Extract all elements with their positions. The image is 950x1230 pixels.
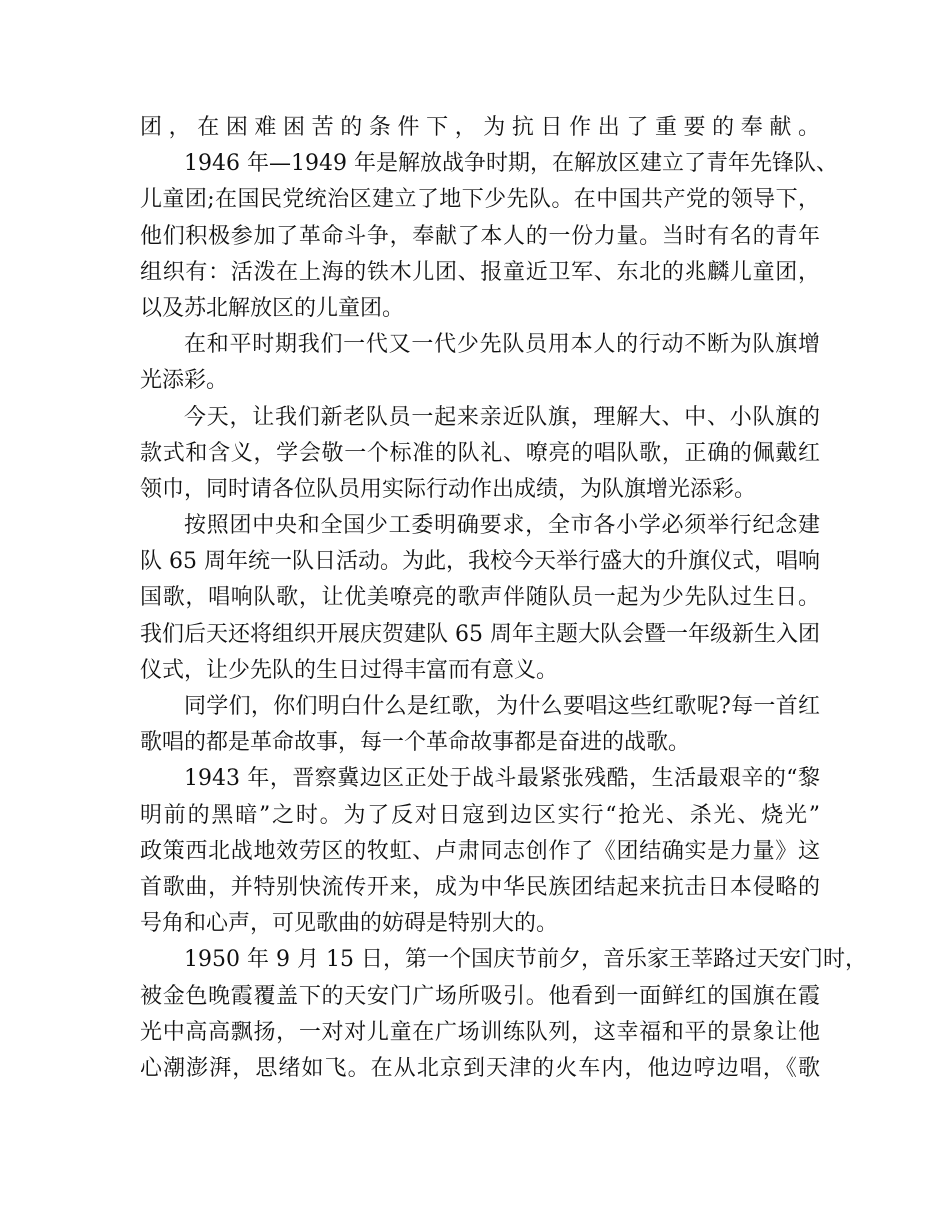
text-line: 被金色晚霞覆盖下的天安门广场所吸引。他看到一面鲜红的国旗在霞	[140, 983, 820, 1009]
text-line: 组织有：活泼在上海的铁木儿团、报童近卫军、东北的兆麟儿童团，	[140, 259, 820, 285]
text-line: 政策西北战地效劳区的牧虹、卢肃同志创作了《团结确实是力量》这	[140, 838, 820, 864]
paragraph-end-line: 歌唱的都是革命故事，每一个革命故事都是奋进的战歌。	[140, 730, 691, 756]
paragraph-end-line: 号角和心声，可见歌曲的妨碍是特别大的。	[140, 911, 559, 937]
text-line: 明前的黑暗”之时。为了反对日寇到边区实行“抢光、杀光、烧光”	[140, 802, 820, 828]
paragraph-start-line: 1946 年—1949 年是解放战争时期，在解放区建立了青年先锋队、	[184, 151, 838, 177]
text-line: 儿童团;在国民党统治区建立了地下少先队。在中国共产党的领导下，	[140, 187, 820, 213]
document-body	[140, 110, 867, 1087]
paragraph-start-line: 按照团中央和全国少工委明确要求，全市各小学必须举行纪念建	[184, 513, 820, 539]
paragraph-end-line: 仪式，让少先队的生日过得丰富而有意义。	[140, 657, 559, 683]
paragraph-start-line: 同学们，你们明白什么是红歌，为什么要唱这些红歌呢?每一首红	[184, 694, 820, 719]
paragraph-start-line: 今天，让我们新老队员一起来亲近队旗，理解大、中、小队旗的	[184, 404, 820, 430]
paragraph-start-line: 1950 年 9 月 15 日，第一个国庆节前夕，音乐家王莘路过天安门时，	[184, 947, 867, 973]
text-line: 国歌，唱响队歌，让优美嘹亮的歌声伴随队员一起为少先队过生日。	[140, 585, 820, 611]
paragraph-end-line: 光添彩。	[140, 368, 229, 394]
text-line: 他们积极参加了革命斗争，奉献了本人的一份力量。当时有名的青年	[140, 223, 820, 249]
text-line: 团，在困难困苦的条件下，为抗日作出了重要的奉献。	[140, 115, 820, 140]
paragraph-start-line: 在和平时期我们一代又一代少先队员用本人的行动不断为队旗增	[184, 332, 820, 358]
paragraph-start-line: 1943 年，晋察冀边区正处于战斗最紧张残酷，生活最艰辛的“黎	[184, 766, 820, 792]
text-line: 我们后天还将组织开展庆贺建队 65 周年主题大队会暨一年级新生入团	[140, 621, 820, 647]
text-line: 款式和含义，学会敬一个标准的队礼、嘹亮的唱队歌，正确的佩戴红	[140, 440, 820, 466]
text-line: 心潮澎湃，思绪如飞。在从北京到天津的火车内，他边哼边唱，《歌	[140, 1055, 820, 1081]
text-line: 光中高高飘扬，一对对儿童在广场训练队列，这幸福和平的景象让他	[140, 1019, 820, 1045]
paragraph-end-line: 以及苏北解放区的儿童团。	[140, 295, 405, 321]
paragraph-end-line: 领巾，同时请各位队员用实际行动作出成绩，为队旗增光添彩。	[140, 476, 757, 502]
text-line: 首歌曲，并特别快流传开来，成为中华民族团结起来抗击日本侵略的	[140, 874, 820, 900]
text-line: 队 65 周年统一队日活动。为此，我校今天举行盛大的升旗仪式，唱响	[140, 549, 820, 575]
